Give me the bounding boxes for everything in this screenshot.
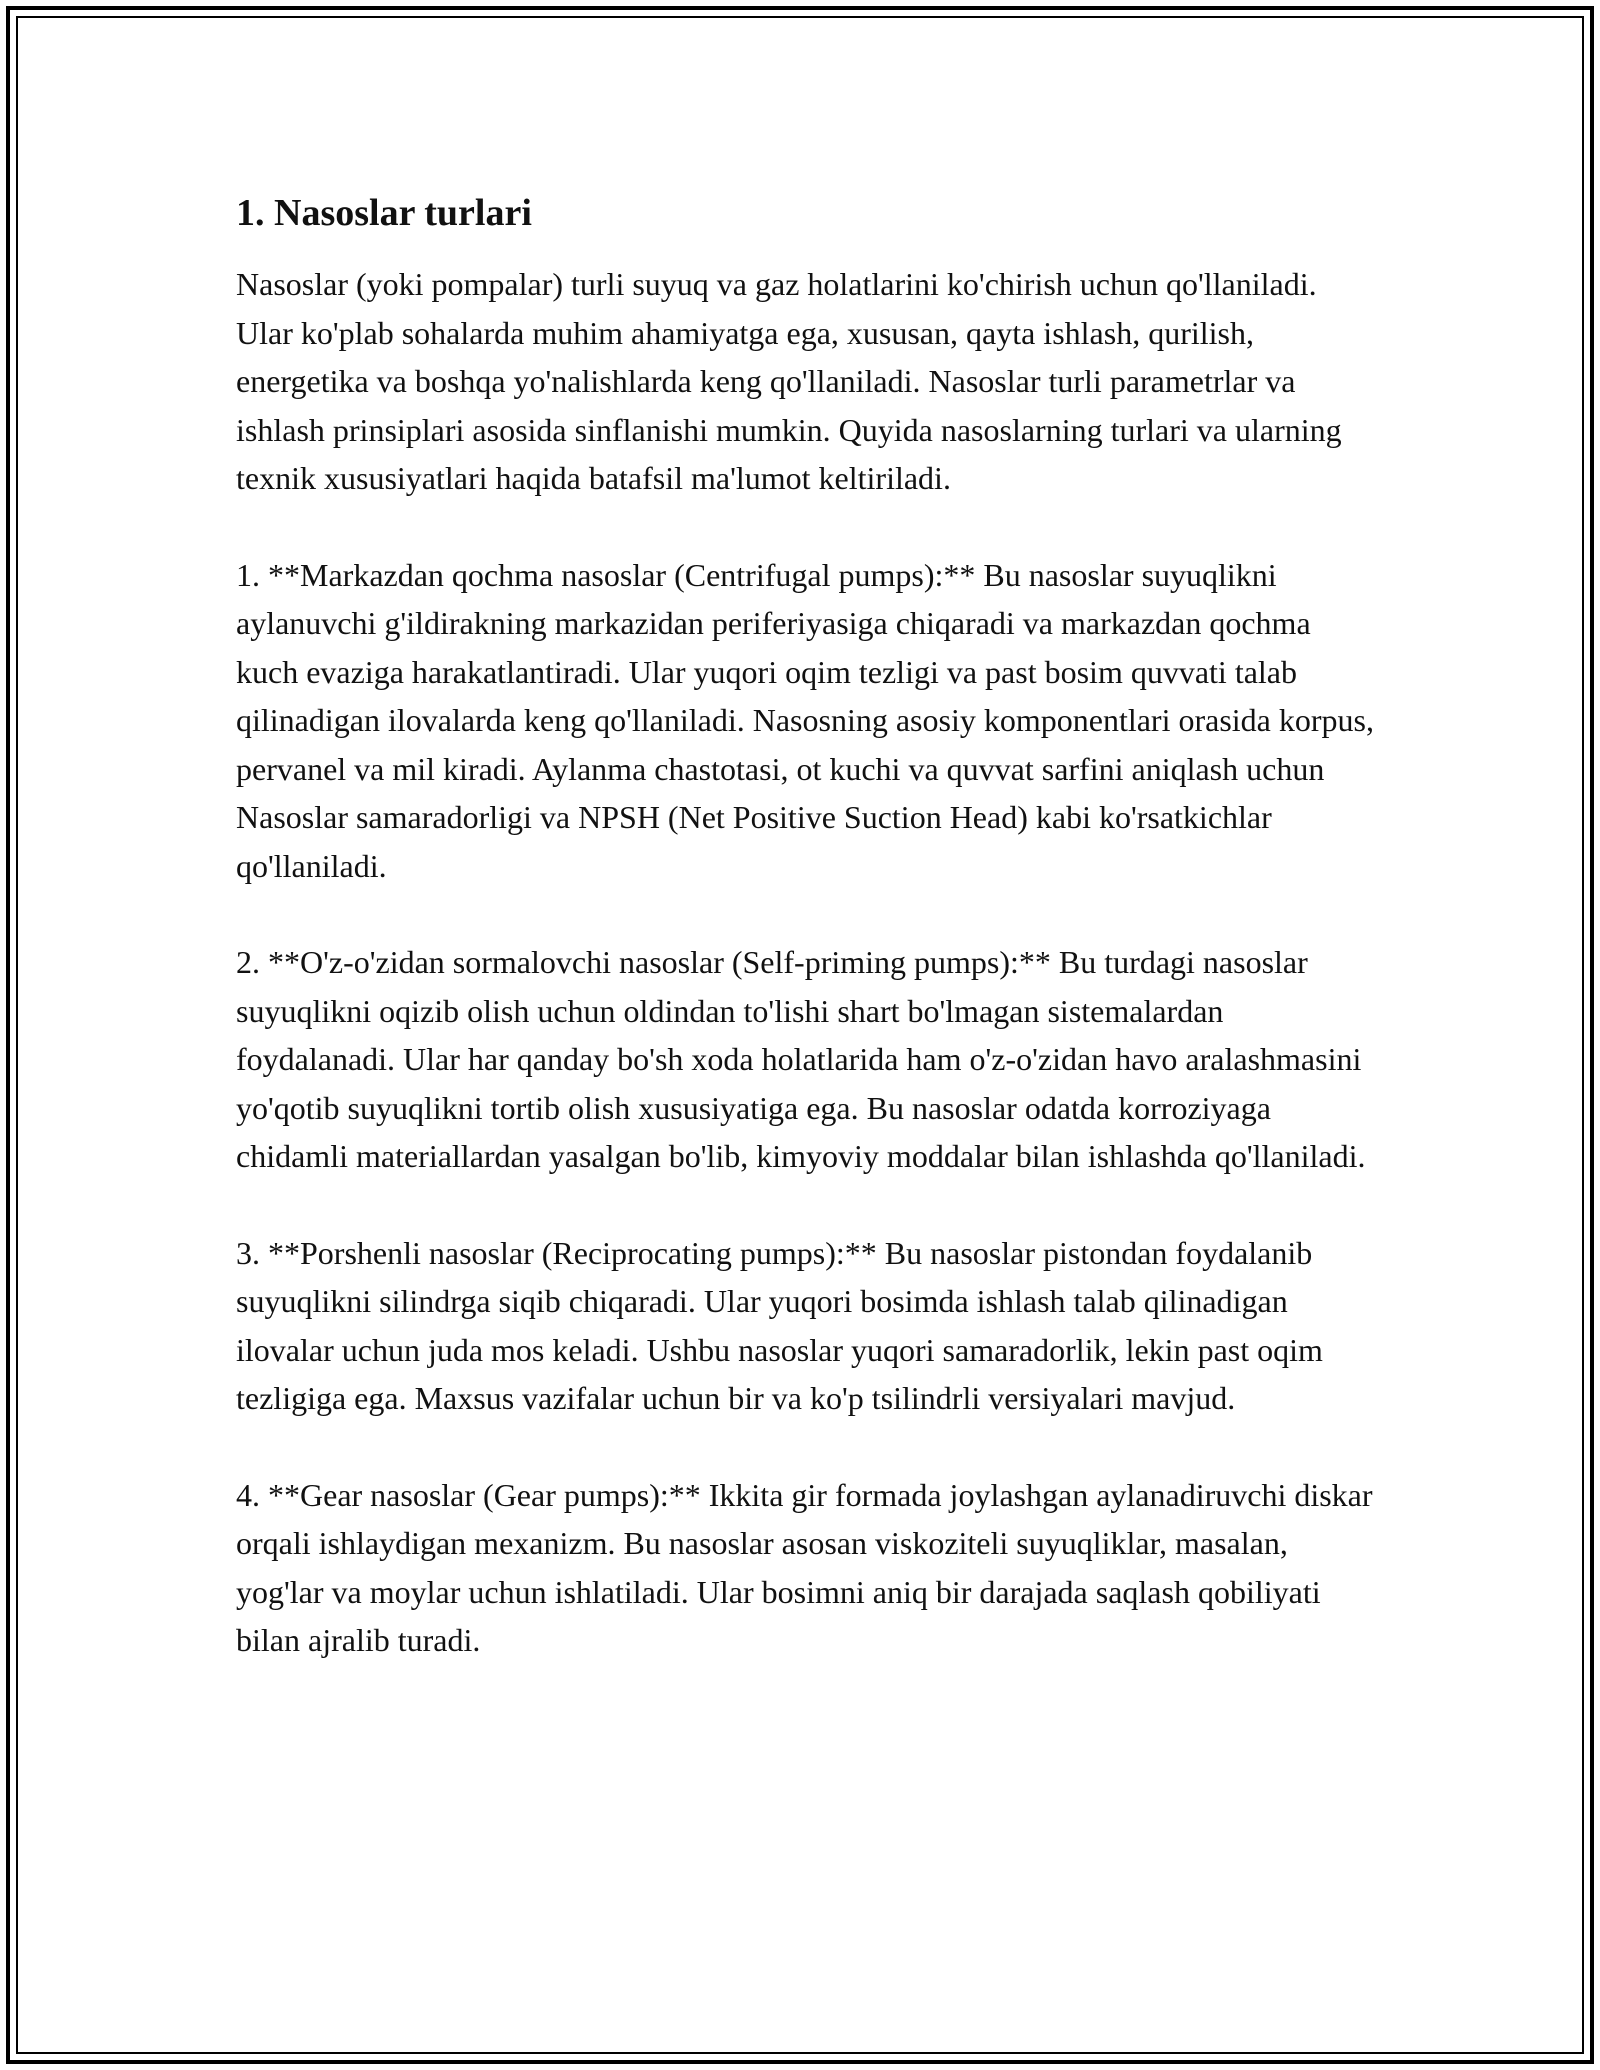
section-heading: 1. Nasoslar turlari <box>236 192 532 234</box>
intro-paragraph: Nasoslar (yoki pompalar) turli suyuq va gaz holatlarini ko'chirish uchun qo'llaniladi. Ular ko'plab sohalarda muhim ahamiyatga ega, xususan, qayta ishlash, qurilish, energetika va boshqa yo'nalishlarda keng qo'llaniladi. Nasoslar turli parametrlar va ishlash prinsiplari asosida sinflanishi mumkin. Quyida nasoslarning turlari va ularning texnik xususiyatlari haqida batafsil ma'lumot keltiriladi. <box>236 266 1342 496</box>
gear-pumps-paragraph: 4. **Gear nasoslar (Gear pumps):** Ikkita gir formada joylashgan aylanadiruvchi diskar orqali ishlaydigan mexanizm. Bu nasoslar asosan viskoziteli suyuqliklar, masalan, yog'lar va moylar uchun ishlatiladi. Ular bosimni aniq bir darajada saqlash qobiliyati bilan ajralib turadi. <box>236 1476 1373 1658</box>
self-priming-pumps-paragraph: 2. **O'z-o'zidan sormalovchi nasoslar (Self-priming pumps):** Bu turdagi nasoslar suyuqlikni oqizib olish uchun oldindan to'lishi shart bo'lmagan sistemalardan foydalanadi. Ular har qanday bo'sh xoda holatlarida ham o'z-o'zidan havo aralashmasini yo'qotib suyuqlikni tortib olish xususiyatiga ega. Bu nasoslar odatda korroziyaga chidamli materiallardan yasalgan bo'lib, kimyoviy moddalar bilan ishlashda qo'llaniladi. <box>236 944 1366 1174</box>
document-body <box>236 188 1376 1665</box>
centrifugal-pumps-paragraph: 1. **Markazdan qochma nasoslar (Centrifugal pumps):** Bu nasoslar suyuqlikni aylanuvchi g'ildirakning markazidan periferiyasiga chiqaradi va markazdan qochma kuch evaziga harakatlantiradi. Ular yuqori oqim tezligi va past bosim quvvati talab qilinadigan ilovalarda keng qo'llaniladi. Nasosning asosiy komponentlari orasida korpus, pervanel va mil kiradi. Aylanma chastotasi, ot kuchi va quvvat sarfini aniqlash uchun Nasoslar samaradorligi va NPSH (Net Positive Suction Head) kabi ko'rsatkichlar qo'llaniladi. <box>236 556 1374 884</box>
reciprocating-pumps-paragraph: 3. **Porshenli nasoslar (Reciprocating pumps):** Bu nasoslar pistondan foydalanib suyuqlikni silindrga siqib chiqaradi. Ular yuqori bosimda ishlash talab qilinadigan ilovalar uchun juda mos keladi. Ushbu nasoslar yuqori samaradorlik, lekin past oqim tezligiga ega. Maxsus vazifalar uchun bir va ko'p tsilindrli versiyalari mavjud. <box>236 1234 1323 1416</box>
